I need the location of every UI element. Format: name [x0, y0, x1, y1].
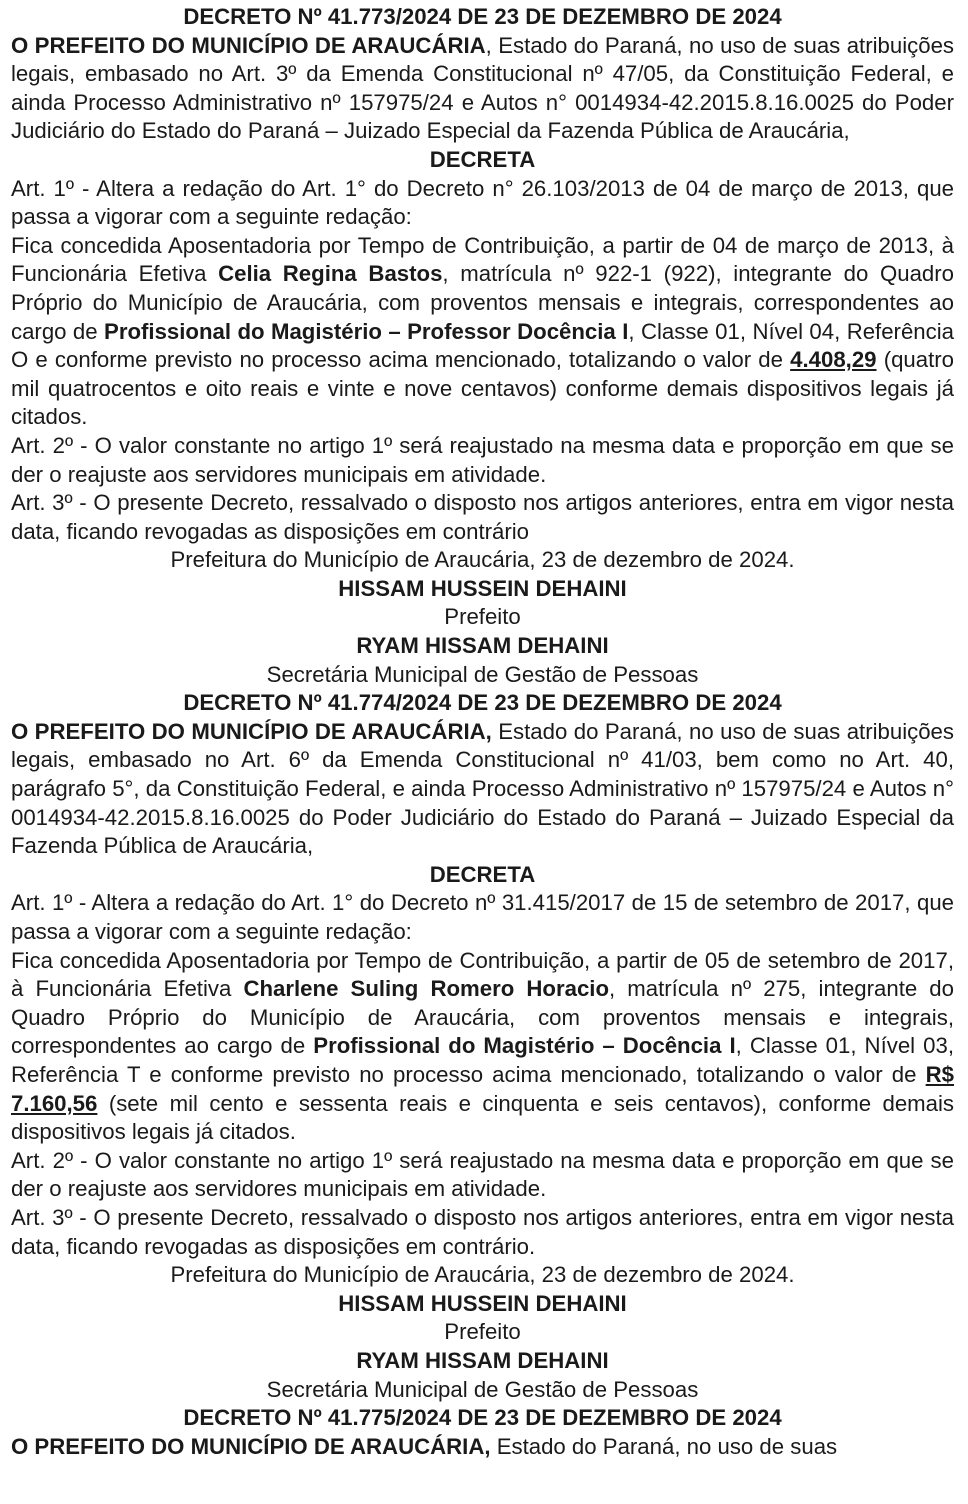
article-3: Art. 3º - O presente Decreto, ressalvado o disposto nos artigos anteriores, entra em vigor nesta data, ficando revogadas as disposições em contrário: [11, 490, 954, 544]
signer-mayor-name: HISSAM HUSSEIN DEHAINI: [338, 1290, 627, 1316]
article-1: Art. 1º - Altera a redação do Art. 1° do Decreto nº 31.415/2017 de 15 de setembro de 2017, que passa a vigorar com a seguinte redação:: [11, 890, 954, 944]
decree-title: DECRETO Nº 41.773/2024 DE 23 DE DEZEMBRO DE 2024: [183, 4, 782, 29]
signer-mayor-role: Prefeito: [444, 604, 521, 630]
signer-secretary-role: Secretária Municipal de Gestão de Pessoas: [266, 661, 699, 687]
signer-mayor-role: Prefeito: [444, 1319, 521, 1345]
decree-preamble: [11, 1433, 954, 1462]
place-date: Prefeitura do Município de Araucária, 23 de dezembro de 2024.: [170, 1262, 795, 1288]
preamble-lead: O PREFEITO DO MUNICÍPIO DE ARAUCÁRIA,: [11, 1433, 491, 1459]
employee-name: Celia Regina Bastos: [218, 261, 443, 287]
signer-secretary-name: RYAM HISSAM DEHAINI: [356, 633, 609, 659]
preamble-lead: O PREFEITO DO MUNICÍPIO DE ARAUCÁRIA,: [11, 718, 492, 744]
pension-amount: R$ 7.160,56: [11, 1061, 954, 1116]
decree-title: DECRETO Nº 41.775/2024 DE 23 DE DEZEMBRO DE 2024: [183, 1405, 782, 1431]
decree-41774: [11, 689, 954, 1404]
grant-text-b: , matrícula nº 922-1 (922), integrante do Quadro Próprio do Município de Araucária, com proventos mensais e integrais, correspondentes ao cargo de: [11, 261, 954, 344]
position-title: Profissional do Magistério – Professor Docência I: [104, 318, 629, 344]
preamble-lead: O PREFEITO DO MUNICÍPIO DE ARAUCÁRIA: [11, 32, 486, 58]
decreta-heading: DECRETA: [429, 861, 536, 887]
preamble-text: Estado do Paraná, no uso de suas: [490, 1433, 838, 1459]
signer-mayor-name: HISSAM HUSSEIN DEHAINI: [338, 575, 627, 601]
article-2: Art. 2º - O valor constante no artigo 1º será reajustado na mesma data e proporção em que se der o reajuste aos servidores municipais em atividade.: [11, 1147, 954, 1202]
decree-preamble: [11, 32, 954, 146]
decree-preamble: [11, 718, 954, 861]
decreta-heading: DECRETA: [429, 146, 536, 172]
grant-text-a: Fica concedida Aposentadoria por Tempo de Contribuição, a partir de 04 de março de 2013, à Funcionária Efetiva: [11, 232, 954, 287]
preamble-text: , Estado do Paraná, no uso de suas atribuições legais, embasado no Art. 3º da Emenda Constitucional nº 47/05, da Constituição Federal, e ainda Processo Administrativo nº 157975/24 e Autos n° 0014934-42.2015.8.16.0025 do Poder Judiciário do Estado do Paraná – Juizado Especial da Fazenda Pública de Araucária,: [11, 32, 954, 144]
grant-text-c: , Classe 01, Nível 04, Referência O e conforme previsto no processo acima mencionado, totalizando o valor de: [11, 318, 954, 373]
decree-41775: [11, 1404, 954, 1461]
retirement-grant-paragraph: [11, 232, 954, 432]
pension-amount: 4.408,29: [790, 347, 877, 373]
grant-text-a: Fica concedida Aposentadoria por Tempo de Contribuição, a partir de 05 de setembro de 2017, à Funcionária Efetiva: [11, 947, 954, 1002]
article-2: Art. 2º - O valor constante no artigo 1º será reajustado na mesma data e proporção em que se der o reajuste aos servidores municipais em atividade.: [11, 432, 954, 487]
place-date: Prefeitura do Município de Araucária, 23 de dezembro de 2024.: [170, 547, 795, 573]
article-3: Art. 3º - O presente Decreto, ressalvado o disposto nos artigos anteriores, entra em vigor nesta data, ficando revogadas as disposições em contrário.: [11, 1204, 954, 1259]
position-title: Profissional do Magistério – Docência I: [313, 1033, 736, 1059]
employee-name: Charlene Suling Romero Horacio: [243, 976, 609, 1002]
article-1: Art. 1º - Altera a redação do Art. 1° do Decreto n° 26.103/2013 de 04 de março de 2013, que passa a vigorar com a seguinte redação:: [11, 175, 954, 230]
decree-41773: [11, 3, 954, 689]
signer-secretary-name: RYAM HISSAM DEHAINI: [356, 1347, 609, 1373]
preamble-text: Estado do Paraná, no uso de suas atribuições legais, embasado no Art. 6º da Emenda Constitucional nº 41/03, bem como no Art. 40, parágrafo 5°, da Constituição Federal, e ainda Processo Administrativo nº 157975/24 e Autos n° 0014934-42.2015.8.16.0025 do Poder Judiciário do Estado do Paraná – Juizado Especial da Fazenda Pública de Araucária,: [11, 718, 954, 859]
grant-text-b: , matrícula nº 275, integrante do Quadro Próprio do Município de Araucária, com proventos mensais e integrais, correspondentes ao cargo de: [11, 976, 954, 1059]
grant-text-d: (sete mil cento e sessenta reais e cinquenta e seis centavos), conforme demais dispositivos legais já citados.: [11, 1090, 954, 1145]
decree-title: DECRETO Nº 41.774/2024 DE 23 DE DEZEMBRO DE 2024: [183, 690, 782, 716]
retirement-grant-paragraph: [11, 947, 954, 1147]
signer-secretary-role: Secretária Municipal de Gestão de Pessoas: [266, 1376, 699, 1402]
grant-text-d: (quatro mil quatrocentos e oito reais e vinte e nove centavos) conforme demais dispositivos legais já citados.: [11, 347, 954, 430]
grant-text-c: , Classe 01, Nível 03, Referência T e conforme previsto no processo acima mencionado, totalizando o valor de: [11, 1033, 954, 1087]
